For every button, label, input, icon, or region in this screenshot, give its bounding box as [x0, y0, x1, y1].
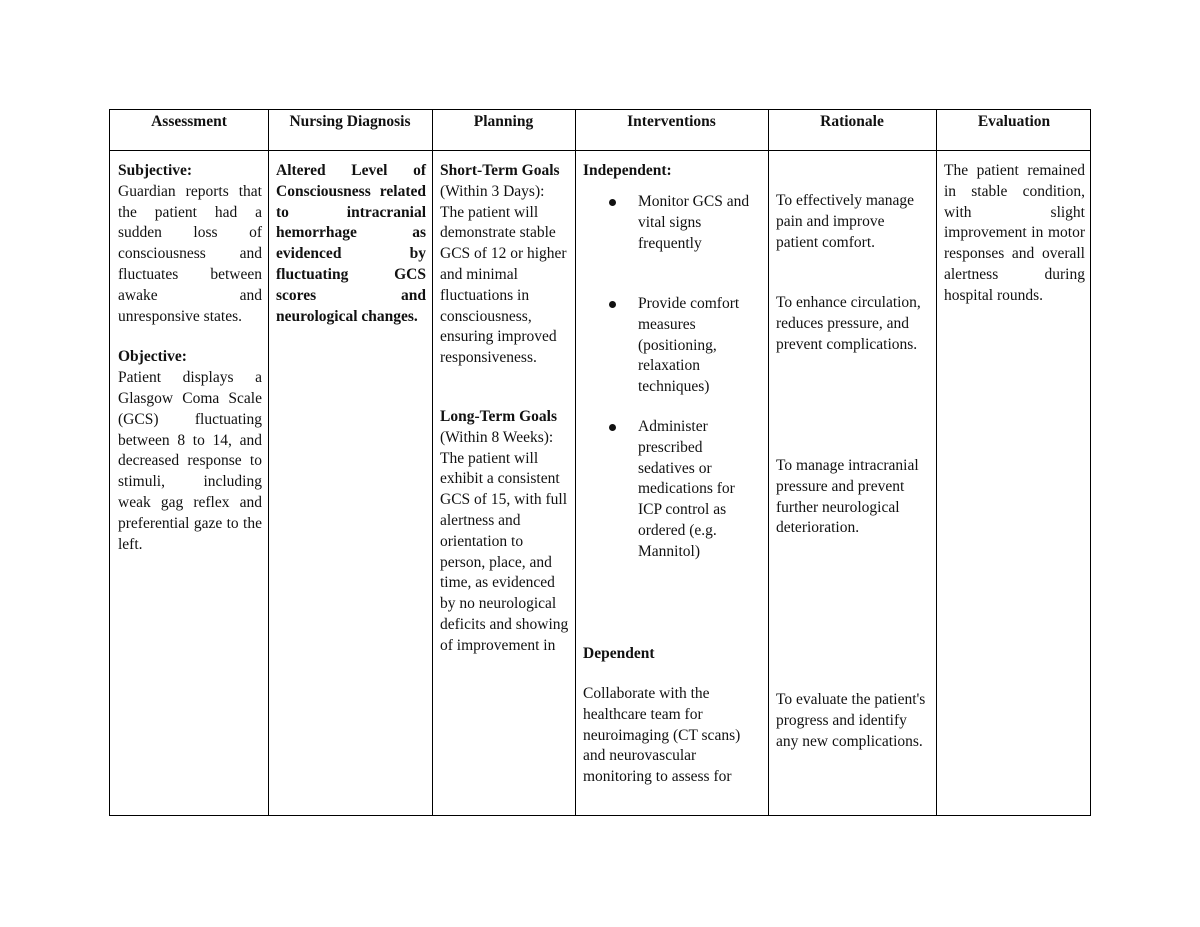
rationale-item: To manage intracranial pressure and prevent further neurological deterioration. — [776, 457, 919, 537]
bullet-icon — [609, 301, 616, 308]
long-term-goals-text: The patient will exhibit a consistent GCS of 15, with full alertness and orientation to person, place, and time, as evidenced by no neurological deficits and showing of improvement in — [440, 449, 569, 654]
diagnosis-text: Altered Level of Consciousness related to intracranial hemorrhage as evidenced by fluctuating GCS scores and neurological changes. — [276, 162, 426, 325]
rationale-item: To evaluate the patient's progress and identify any new complications. — [776, 691, 926, 750]
assessment-cell — [110, 151, 268, 815]
bullet-icon — [609, 199, 616, 206]
subjective-label: Subjective: — [118, 162, 193, 179]
bullet-icon — [609, 424, 616, 431]
long-term-timeframe: (Within 8 Weeks): — [440, 428, 554, 446]
short-term-goals-text: The patient will demonstrate stable GCS of 12 or higher and minimal fluctuations in consciousness, ensuring improved responsiveness. — [440, 203, 567, 367]
subjective-text: Guardian reports that the patient had a sudden loss of consciousness and fluctuates between awake and unresponsive states. — [118, 182, 262, 325]
intervention-item — [583, 192, 760, 254]
dependent-label: Dependent — [583, 645, 655, 662]
objective-text: Patient displays a Glasgow Coma Scale (GCS) fluctuating between 8 to 14, and decreased response to stimuli, including weak gag reflex and preferential gaze to the left. — [118, 369, 262, 553]
short-term-timeframe: (Within 3 Days): — [440, 182, 545, 200]
objective-label: Objective: — [118, 348, 187, 366]
intervention-item — [583, 417, 760, 563]
independent-label: Independent: — [583, 162, 672, 179]
planning-cell — [432, 151, 575, 815]
evaluation-cell — [936, 151, 1091, 815]
nursing-care-plan-table — [109, 109, 1091, 816]
nursing-diagnosis-cell — [268, 151, 432, 815]
rationale-item: To effectively manage pain and improve patient comfort. — [776, 192, 915, 251]
dependent-text: Collaborate with the healthcare team for neuroimaging (CT scans) and neurovascular monitoring to assess for — [583, 685, 741, 786]
rationale-item: To enhance circulation, reduces pressure, and prevent complications. — [776, 294, 921, 353]
header-interventions: Interventions — [627, 113, 716, 130]
intervention-text: Administer prescribed sedatives or medications for ICP control as ordered (e.g. Mannitol) — [638, 418, 735, 560]
long-term-goals-label: Long-Term Goals — [440, 407, 557, 425]
short-term-goals-label: Short-Term Goals — [440, 162, 560, 179]
intervention-item — [583, 294, 760, 398]
intervention-text: Monitor GCS and vital signs frequently — [638, 193, 750, 252]
header-rationale: Rationale — [820, 113, 884, 130]
header-evaluation: Evaluation — [977, 113, 1051, 130]
header-assessment: Assessment — [151, 113, 227, 130]
evaluation-text: The patient remained in stable condition, with slight improvement in motor responses and overall alertness during hospital rounds. — [944, 162, 1085, 304]
intervention-text: Provide comfort measures (positioning, relaxation techniques) — [638, 295, 740, 396]
table-header-row — [110, 110, 1090, 151]
rationale-cell — [768, 151, 936, 815]
interventions-cell — [575, 151, 768, 815]
header-planning: Planning — [473, 113, 534, 130]
header-nursing-diagnosis: Nursing Diagnosis — [289, 113, 411, 130]
